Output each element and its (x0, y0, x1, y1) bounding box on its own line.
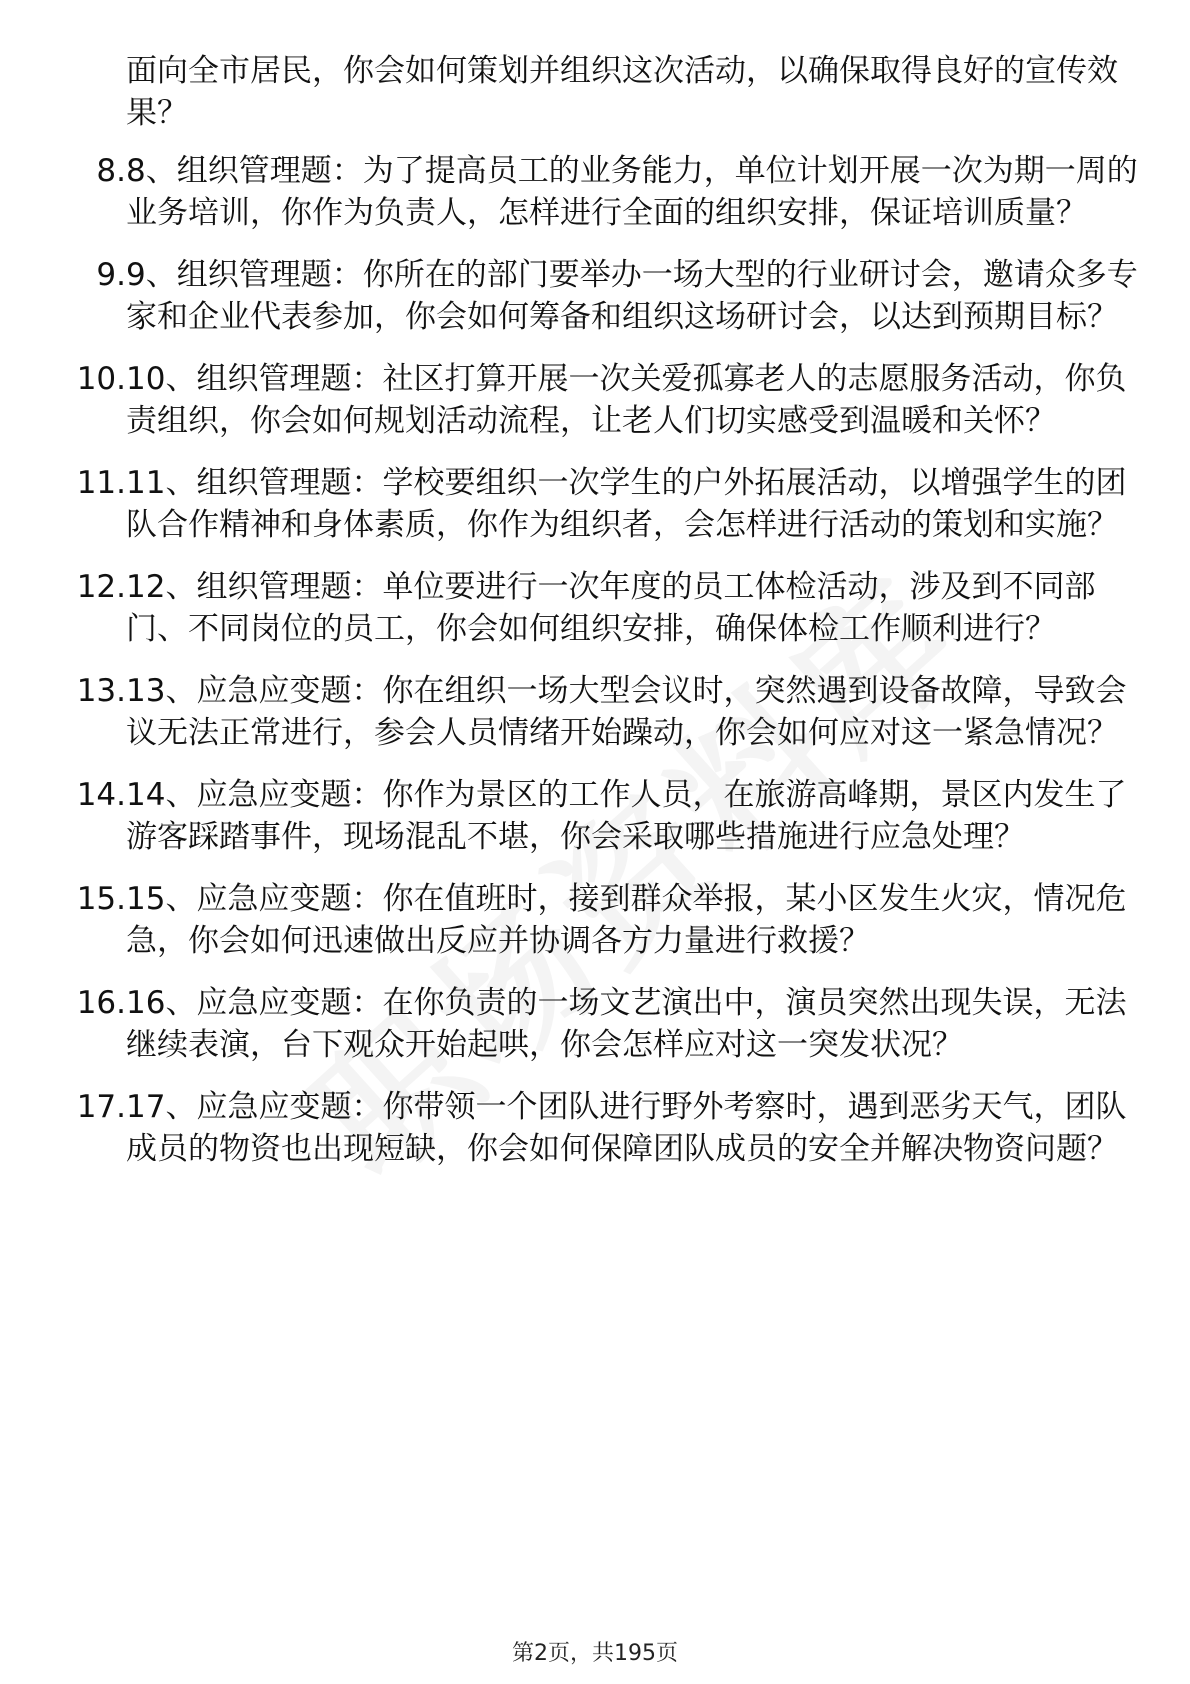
item-text: 10、组织管理题：社区打算开展一次关爱孤寡老人的志愿服务活动，你负责组织，你会如何规划活动流程，让老人们切实感受到温暖和关怀？ (126, 361, 1127, 439)
continued-question-text: 面向全市居民，你会如何策划并组织这次活动，以确保取得良好的宣传效果？ (126, 53, 1118, 131)
item-number: 17. (76, 1089, 126, 1125)
item-number: 13. (76, 673, 126, 709)
item-number: 16. (76, 985, 126, 1021)
list-item (40, 982, 1140, 1066)
list-item (40, 670, 1140, 754)
item-number: 9. (96, 257, 126, 293)
item-number: 8. (96, 153, 126, 189)
item-text: 17、应急应变题：你带领一个团队进行野外考察时，遇到恶劣天气，团队成员的物资也出现短缺，你会如何保障团队成员的安全并解决物资问题？ (126, 1089, 1127, 1167)
list-item (40, 878, 1140, 962)
item-text: 9、组织管理题：你所在的部门要举办一场大型的行业研讨会，邀请众多专家和企业代表参加，你会如何筹备和组织这场研讨会，以达到预期目标？ (126, 257, 1138, 335)
list-item (40, 1086, 1140, 1170)
item-text: 14、应急应变题：你作为景区的工作人员，在旅游高峰期，景区内发生了游客踩踏事件，现场混乱不堪，你会采取哪些措施进行应急处理？ (126, 777, 1127, 855)
page-footer: 第2页，共195页 (512, 1641, 678, 1666)
list-item (40, 150, 1140, 234)
item-number: 11. (76, 465, 126, 501)
item-number: 10. (76, 361, 126, 397)
item-number: 14. (76, 777, 126, 813)
list-item (40, 358, 1140, 442)
item-number: 12. (76, 569, 126, 605)
item-number: 15. (76, 881, 126, 917)
item-text: 15、应急应变题：你在值班时，接到群众举报，某小区发生火灾，情况危急，你会如何迅速做出反应并协调各方力量进行救援？ (126, 881, 1127, 959)
list-item (40, 462, 1140, 546)
list-item (40, 254, 1140, 338)
question-list (40, 150, 1140, 1190)
list-item (40, 774, 1140, 858)
item-text: 16、应急应变题：在你负责的一场文艺演出中，演员突然出现失误，无法继续表演，台下观众开始起哄，你会怎样应对这一突发状况？ (126, 985, 1127, 1063)
item-text: 11、组织管理题：学校要组织一次学生的户外拓展活动，以增强学生的团队合作精神和身体素质，你作为组织者，会怎样进行活动的策划和实施？ (126, 465, 1127, 543)
item-text: 12、组织管理题：单位要进行一次年度的员工体检活动，涉及到不同部门、不同岗位的员工，你会如何组织安排，确保体检工作顺利进行？ (126, 569, 1096, 647)
item-text: 13、应急应变题：你在组织一场大型会议时，突然遇到设备故障，导致会议无法正常进行，参会人员情绪开始躁动，你会如何应对这一紧急情况？ (126, 673, 1127, 751)
item-text: 8、组织管理题：为了提高员工的业务能力，单位计划开展一次为期一周的业务培训，你作为负责人，怎样进行全面的组织安排，保证培训质量？ (126, 153, 1138, 231)
list-item (40, 566, 1140, 650)
